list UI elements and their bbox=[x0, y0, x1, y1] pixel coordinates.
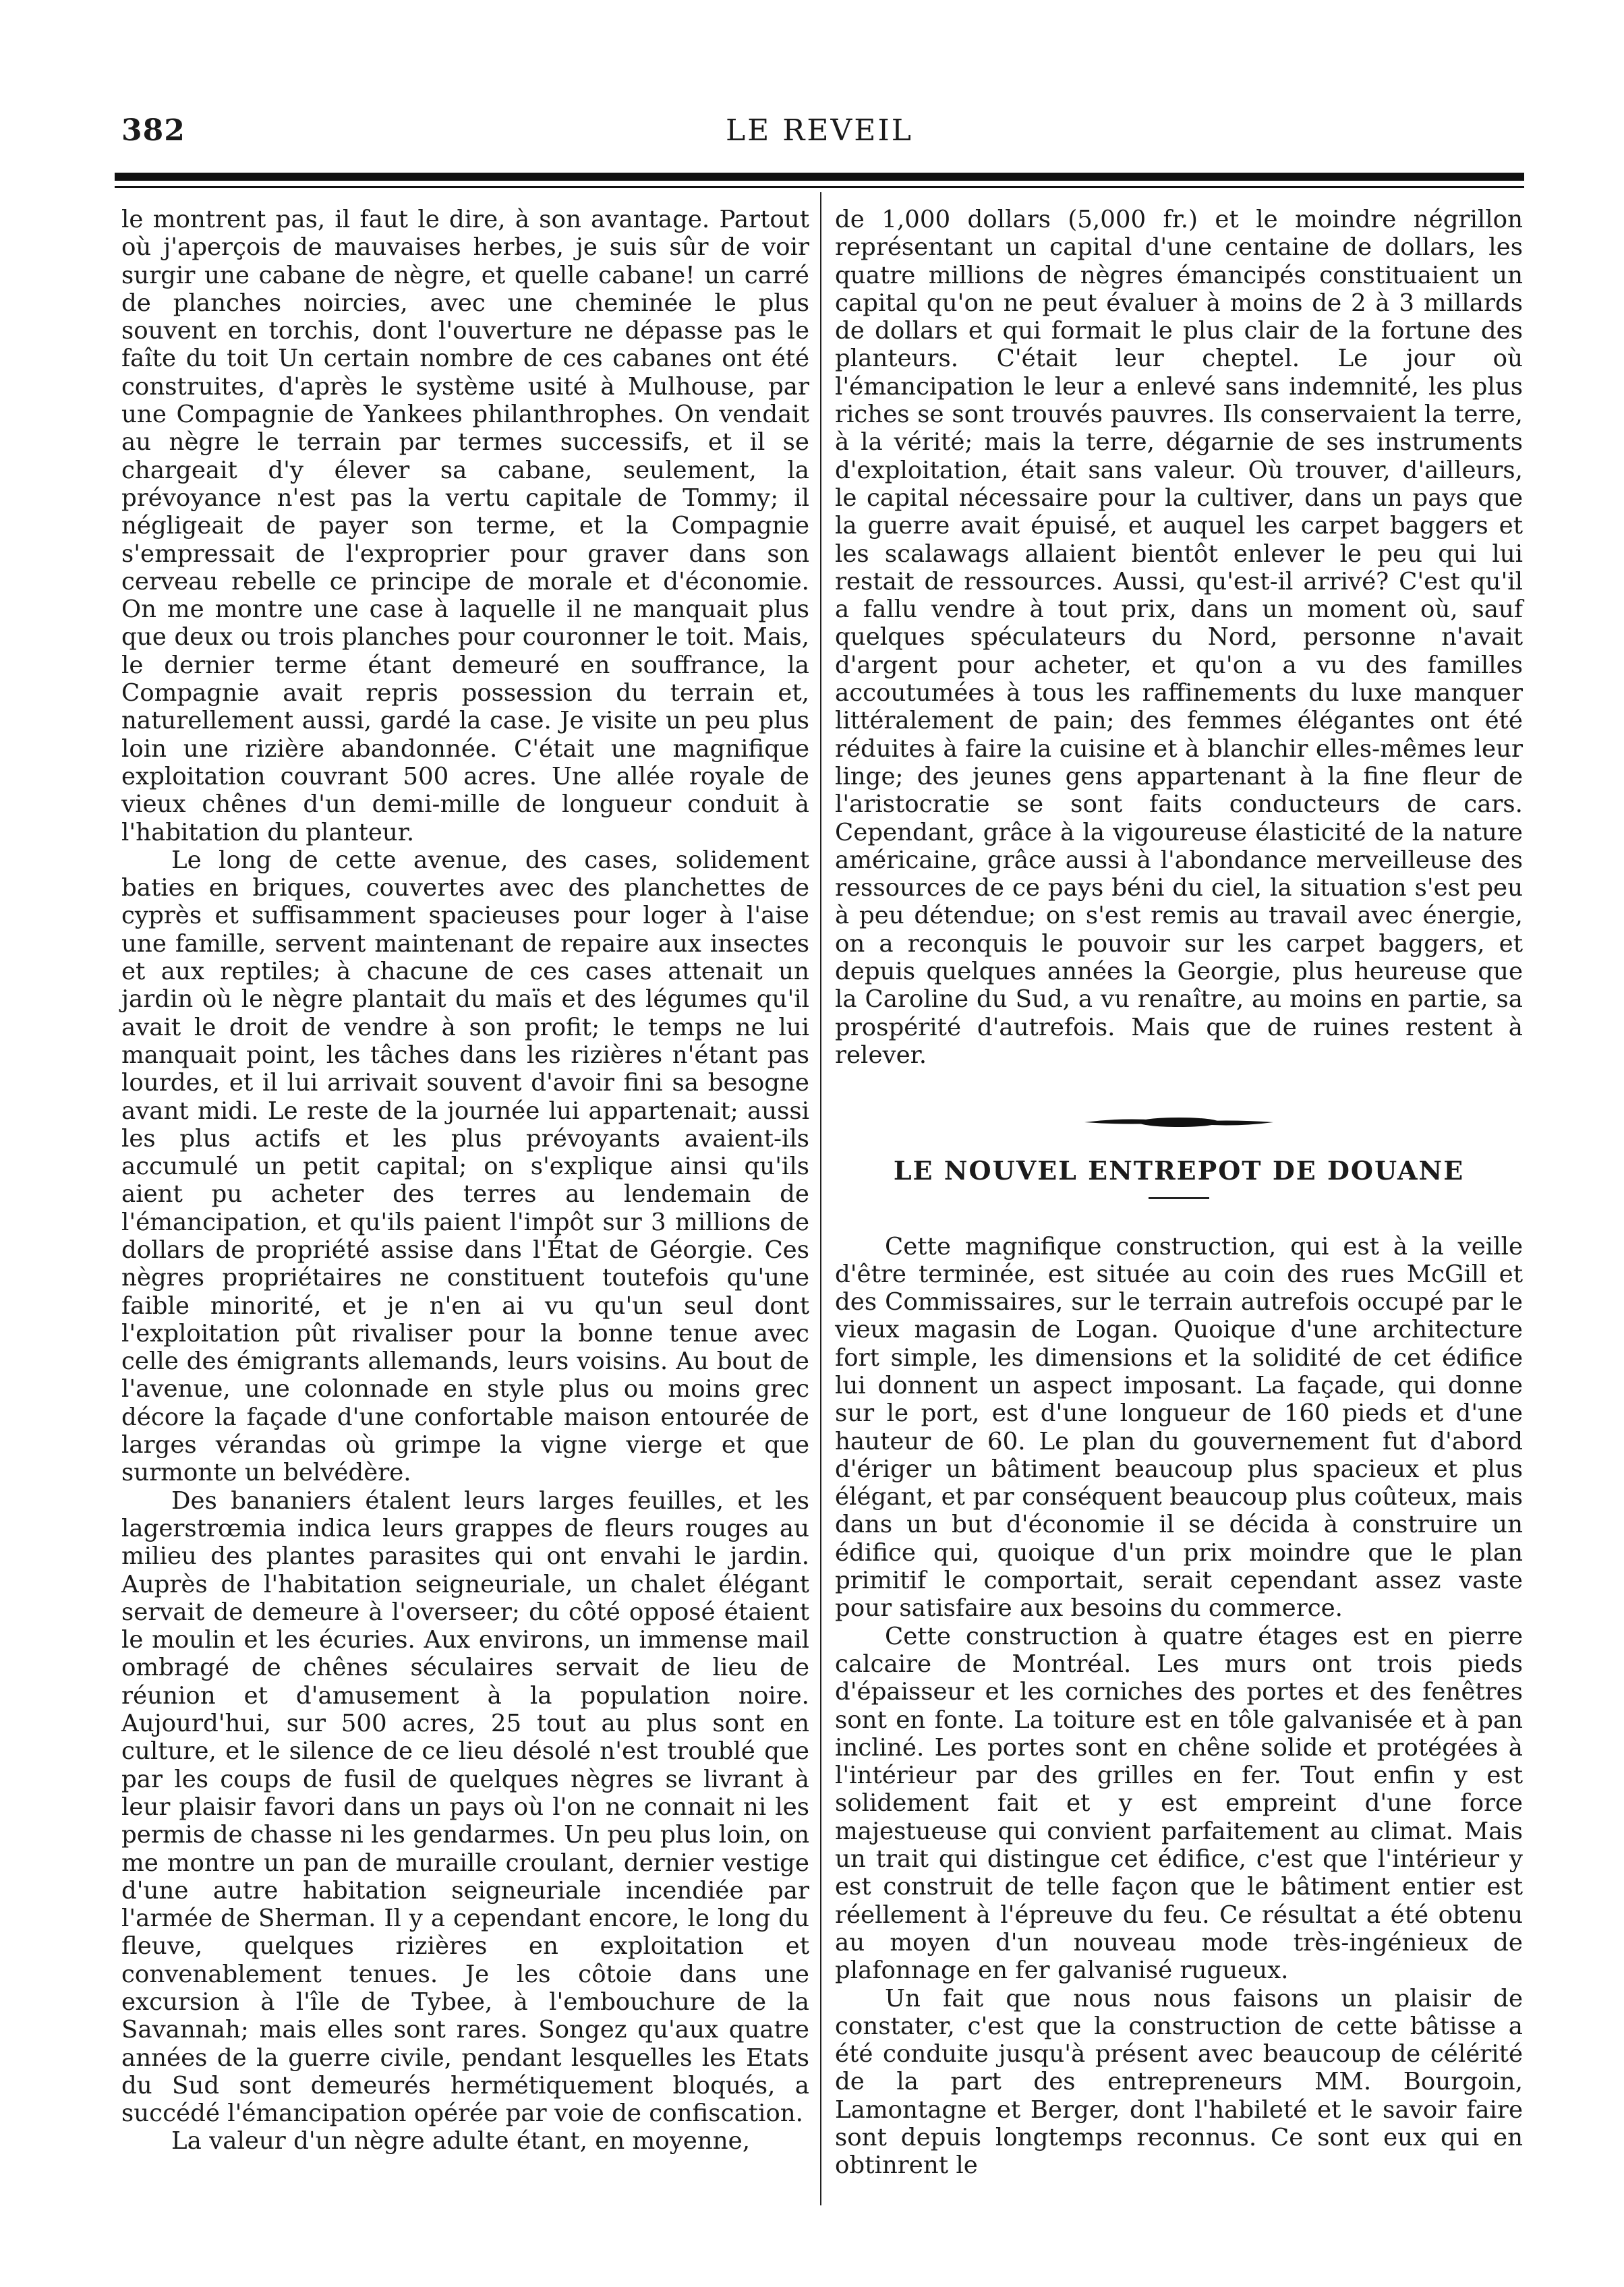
header-rule-thin bbox=[115, 186, 1524, 188]
running-title: LE REVEIL bbox=[725, 113, 914, 148]
right-paragraph-3: Cette construction à quatre étages est en pierre calcaire de Montréal. Les murs ont trois pieds d'épaisseur et les corniches des portes et des fenêtres sont en fonte. La toiture est en tôle galvanisée et à pan incliné. Les portes sont en chêne solide et protégées à l'intérieur par des grilles en fer. Tout enfin y est solidement fait et y est empreint d'une force majestueuse qui convient parfaitement au climat. Mais un trait qui distingue cet édifice, c'est que l'intérieur y est construit de telle façon que le bâtiment entier est réellement à l'épreuve du feu. Ce résultat a été obtenu au moyen d'un nouveau mode très-ingénieux de plafonnage en fer galvanisé rugueux. bbox=[835, 1622, 1523, 1985]
right-paragraph-4: Un fait que nous nous faisons un plaisir de constater, c'est que la construction de cette bâtisse a été conduite jusqu'à présent avec beaucoup de célérité de la part des entrepreneurs MM. Bourgoin, Lamontagne et Berger, dont l'habileté et le savoir faire sont depuis longtemps reconnus. Ce sont eux qui en obtinrent le bbox=[835, 1984, 1523, 2180]
column-divider bbox=[820, 192, 821, 2205]
right-paragraph-2: Cette magnifique construction, qui est à la veille d'être terminée, est située au coin des rues McGill et des Commissaires, sur le terrain autrefois occupé par le vieux magasin de Logan. Quoique d'une architecture fort simple, les dimensions et la solidité de cet édifice lui donnent un aspect imposant. La façade, qui donne sur le port, est d'une longueur de 160 pieds et d'une hauteur de 60. Le plan du gouvernement fut d'abord d'ériger un bâtiment beaucoup plus spacieux et plus élégant, et par conséquent beaucoup plus coûteux, mais dans un but d'économie il se décida à construire un édifice qui, quoique d'un prix moindre que le plan primitif le comportait, serait cependant assez vaste pour satisfaire aux besoins du commerce. bbox=[835, 1232, 1523, 1623]
right-column bbox=[835, 206, 1523, 2180]
ornament-divider bbox=[1084, 1115, 1273, 1130]
left-column bbox=[121, 206, 809, 2155]
section-title-rule bbox=[1149, 1197, 1209, 1199]
left-paragraph-2: Le long de cette avenue, des cases, solidement baties en briques, couvertes avec des planchettes de cyprès et suffisamment spacieuses pour loger à l'aise une famille, servent maintenant de repaire aux insectes et aux reptiles; à chacune de ces cases attenait un jardin où le nègre plantait du maïs et des légumes qu'il avait le droit de vendre à son profit; le temps ne lui manquait point, les tâches dans les rizières n'étant pas lourdes, et il lui arrivait souvent d'avoir fini sa besogne avant midi. Le reste de la journée lui appartenait; aussi les plus actifs et les plus prévoyants avaient-ils accumulé un petit capital; on s'explique ainsi qu'ils aient pu acheter des terres au lendemain de l'émancipation, et qu'ils paient l'impôt sur 3 millions de dollars de propriété assise dans l'État de Géorgie. Ces nègres propriétaires ne constituent toutefois qu'une faible minorité, et je n'en ai vu qu'un seul dont l'exploitation pût rivaliser pour la bonne tenue avec celle des émigrants allemands, leurs voisins. Au bout de l'avenue, une colonnade en style plus ou moins grec décore la façade d'une confortable maison entourée de larges vérandas où grimpe la vigne vierge et que surmonte un belvédère. bbox=[121, 846, 809, 1487]
header-rule-heavy bbox=[115, 173, 1524, 181]
newspaper-page bbox=[115, 108, 1524, 2205]
left-paragraph-1: le montrent pas, il faut le dire, à son avantage. Partout où j'aperçois de mauvaises herbes, je suis sûr de voir surgir une cabane de nègre, et quelle cabane! un carré de planches noircies, avec une cheminée le plus souvent en torchis, dont l'ouverture ne dépasse pas le faîte du toit Un certain nombre de ces cabanes ont été construites, d'après le système usité à Mulhouse, par une Compagnie de Yankees philanthrophes. On vendait au nègre le terrain par termes successifs, et il se chargeait d'y élever sa cabane, seulement, la prévoyance n'est pas la vertu capitale de Tommy; il négligeait de payer son terme, et la Compagnie s'empressait de l'exproprier pour graver dans son cerveau rebelle ce principe de morale et d'économie. On me montre une case à laquelle il ne manquait plus que deux ou trois planches pour couronner le toit. Mais, le dernier terme étant demeuré en souffrance, la Compagnie avait repris possession du terrain et, naturellement aussi, gardé la case. Je visite un peu plus loin une rizière abandonnée. C'était une magnifique exploitation couvrant 500 acres. Une allée royale de vieux chênes d'un demi-mille de longueur conduit à l'habitation du planteur. bbox=[121, 206, 809, 846]
page-number: 382 bbox=[121, 113, 185, 148]
right-paragraph-1: de 1,000 dollars (5,000 fr.) et le moindre négrillon représentant un capital d'une centaine de dollars, les quatre millions de nègres émancipés constituaient un capital qu'on ne peut évaluer à moins de 2 à 3 millards de dollars et qui formait le plus clair de la fortune des planteurs. C'était leur cheptel. Le jour où l'émancipation le leur a enlevé sans indemnité, les plus riches se sont trouvés pauvres. Ils conservaient la terre, à la vérité; mais la terre, dégarnie de ses instruments d'exploitation, était sans valeur. Où trouver, d'ailleurs, le capital nécessaire pour la cultiver, dans un pays que la guerre avait épuisé, et auquel les carpet baggers et les scalawags allaient bientôt enlever le peu qui lui restait de ressources. Aussi, qu'est-il arrivé? C'est qu'il a fallu vendre à tout prix, dans un moment où, sauf quelques spéculateurs du Nord, personne n'avait d'argent pour acheter, et qu'on a vu des familles accoutumées à tous les raffinements du luxe manquer littéralement de pain; des femmes élégantes ont été réduites à faire la cuisine et à blanchir elles-mêmes leur linge; des jeunes gens appartenant à la fine fleur de l'aristocratie se sont faits conducteurs de cars. Cependant, grâce à la vigoureuse élasticité de la nature américaine, grâce aussi à l'abondance merveilleuse des ressources de ce pays béni du ciel, la situation s'est peu à peu détendue; on s'est remis au travail avec énergie, on a reconquis le pouvoir sur les carpet baggers, et depuis quelques années la Georgie, plus heureuse que la Caroline du Sud, a vu renaître, au moins en partie, sa prospérité d'autrefois. Mais que de ruines restent à relever. bbox=[835, 206, 1523, 1069]
page-header bbox=[115, 108, 1524, 162]
left-paragraph-4: La valeur d'un nègre adulte étant, en moyenne, bbox=[171, 2127, 751, 2155]
left-paragraph-3: Des bananiers étalent leurs larges feuilles, et les lagerstrœmia indica leurs grappes de fleurs rouges au milieu des plantes parasites qui ont envahi le jardin. Auprès de l'habitation seigneuriale, un chalet élégant servait de demeure à l'overseer; du côté opposé étaient le moulin et les écuries. Aux environs, un immense mail ombragé de chênes séculaires servait de lieu de réunion et d'amusement à la population noire. Aujourd'hui, sur 500 acres, 25 tout au plus sont en culture, et le silence de ce lieu désolé n'est troublé que par les coups de fusil de quelques nègres se livrant à leur plaisir favori dans un pays où l'on ne connait ni les permis de chasse ni les gendarmes. Un peu plus loin, on me montre un pan de muraille croulant, dernier vestige d'une autre habitation seigneuriale incendiée par l'armée de Sherman. Il y a cependant encore, le long du fleuve, quelques rizières en exploitation et convenablement tenues. Je les côtoie dans une excursion à l'île de Tybee, à l'embouchure de la Savannah; mais elles sont rares. Songez qu'aux quatre années de la guerre civile, pendant lesquelles les Etats du Sud sont demeurés hermétiquement bloqués, a succédé l'émancipation opérée par voie de confiscation. bbox=[121, 1486, 809, 2128]
section-title: LE NOUVEL ENTREPOT DE DOUANE bbox=[893, 1155, 1465, 1186]
